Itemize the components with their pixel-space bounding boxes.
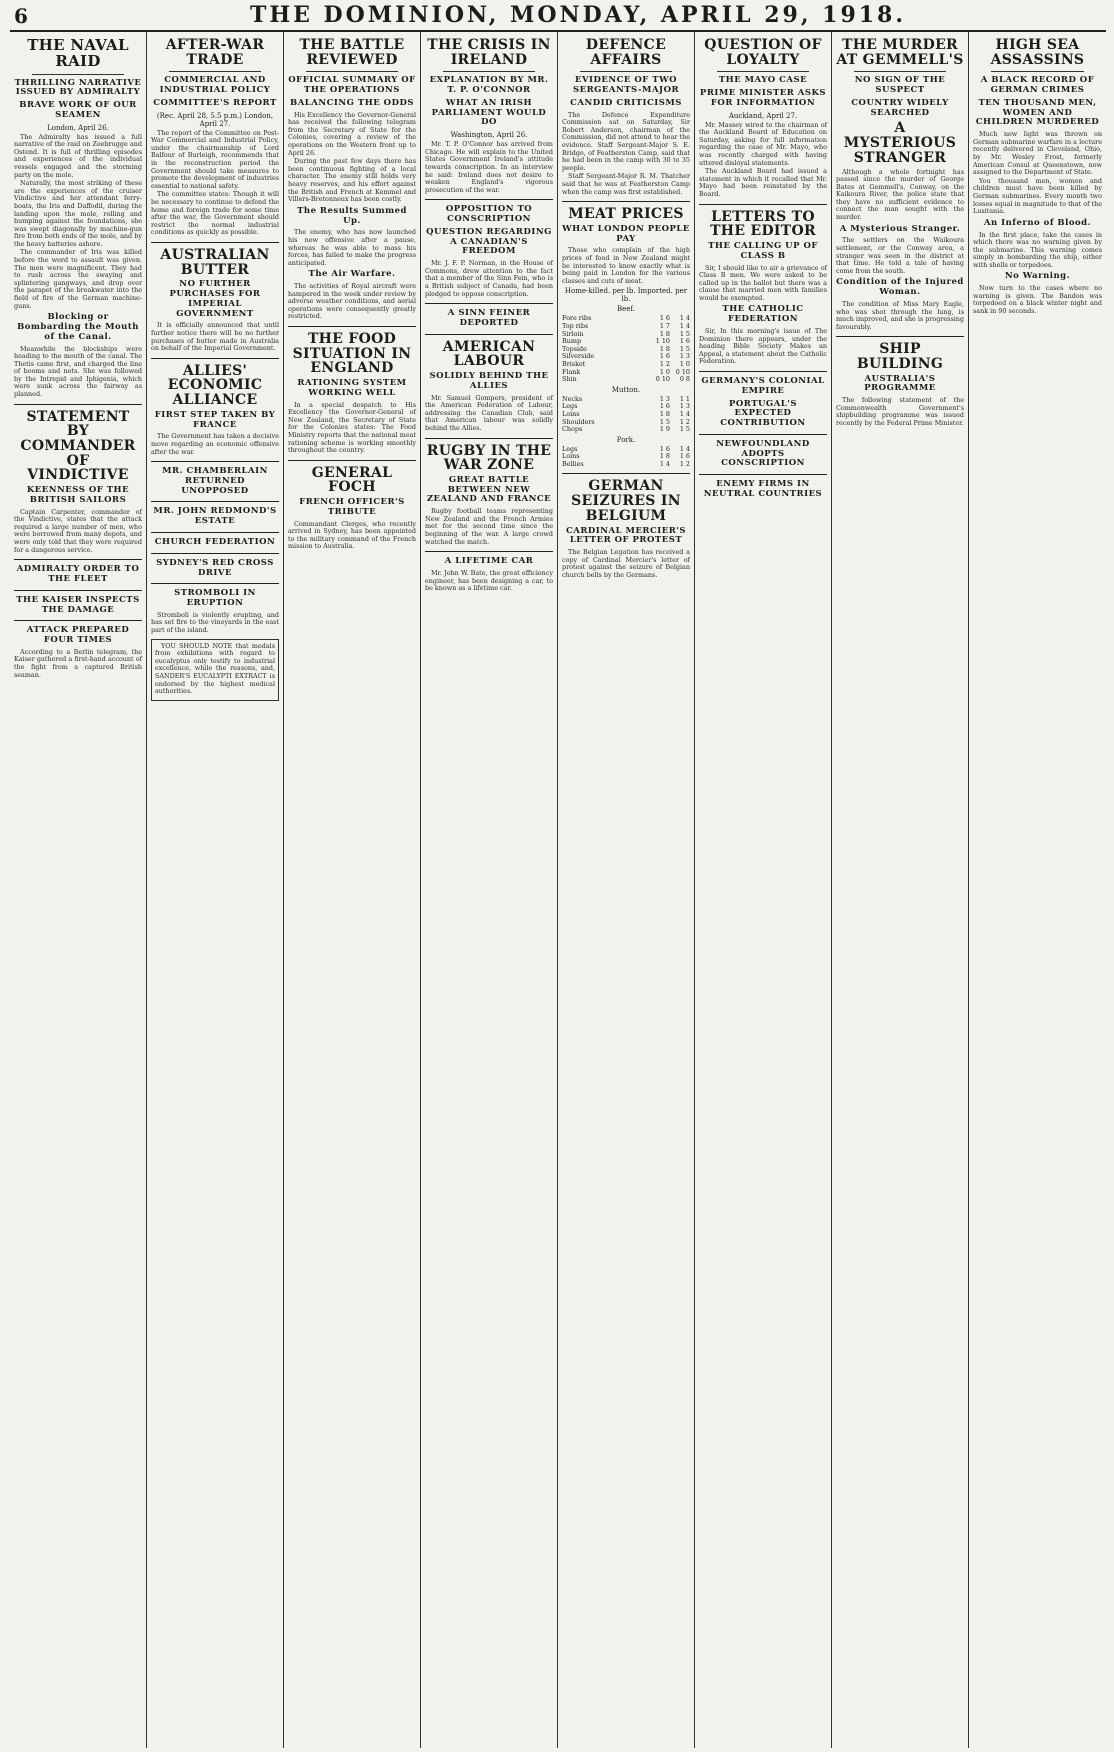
article-headline: MR. JOHN REDMOND'S ESTATE bbox=[153, 506, 277, 527]
price-value: 1 5 bbox=[679, 425, 690, 434]
price-value: 1 0 bbox=[679, 359, 690, 368]
paragraph: The Belgian Legation has received a copy of Cardinal Mercier's letter of protest against the seizure of Belgian church bells by the Germans. bbox=[562, 548, 690, 579]
price-value: 1 3 bbox=[679, 352, 690, 361]
price-cut: Flank bbox=[562, 367, 581, 376]
price-group-heading: Mutton. bbox=[611, 385, 641, 394]
paragraph: In the first place, take the cases in which there was no warning given by the submarine. This warning comes simply in bombarding the ship, either with shells or torpedoes. bbox=[973, 230, 1102, 269]
section-subhead: The Air Warfare. bbox=[308, 269, 396, 280]
price-value: 1 3 bbox=[679, 402, 690, 411]
paragraph: Sir, I should like to air a grievance of Class B men. We were asked to be called up in the ballot but there was a clause that married men with families would be exempted. bbox=[699, 263, 827, 302]
price-value: 1 6 bbox=[659, 314, 670, 323]
article-subhead: CARDINAL MERCIER'S LETTER OF PROTEST bbox=[565, 525, 687, 546]
article-subhead: THE CALLING UP OF CLASS B bbox=[708, 240, 818, 261]
paragraph: During the past few days there has been continuous fighting of a local character. The enemy still holds very heavy reserves, and his effort against the British and French at Kemmel and Villers-Bretonneux has been costly. bbox=[288, 157, 416, 204]
article-headline: AFTER-WAR TRADE bbox=[165, 37, 265, 68]
price-cut: Shin bbox=[562, 375, 577, 384]
mutton-price-table bbox=[562, 396, 690, 434]
article-subhead: THE MAYO CASE bbox=[718, 75, 808, 86]
price-cut: Bellies bbox=[562, 459, 584, 468]
article-headline: SHIP BUILDING bbox=[856, 341, 944, 372]
paragraph: The Defence Expenditure Commission sat on Saturday, Sir Robert Anderson, chairman of the Commission, did not attend to hear the evidence. Staff Sergeant-Major S. E. Bridge, of Featherston Camp, said that he had been in the camp with 30 to 35 people. bbox=[562, 110, 690, 172]
price-group-heading: Pork. bbox=[616, 435, 636, 444]
pork-price-table bbox=[562, 446, 690, 469]
paragraph: The Government has taken a decisive move regarding an economic offensive after the war. bbox=[151, 432, 279, 456]
price-row bbox=[562, 403, 690, 411]
price-value: 1 4 bbox=[659, 459, 670, 468]
price-cut: Silverside bbox=[562, 352, 595, 361]
price-row bbox=[562, 396, 690, 404]
price-value: 1 5 bbox=[679, 329, 690, 338]
price-cut: Fore ribs bbox=[562, 314, 592, 323]
dateline: (Rec. April 28, 5.5 p.m.) London, April 27. bbox=[156, 111, 274, 128]
paragraph: Rugby football teams representing New Zealand and the French Armies met for the second time since the beginning of the war. A large crowd watched the match. bbox=[425, 507, 553, 546]
price-cut: Legs bbox=[562, 402, 578, 411]
paragraph: Mr. Massey wired to the chairman of the Auckland Board of Education on Saturday, asking for full information regarding the case of Mr. Mayo, who was recently charged with having uttered disloyal statements. bbox=[699, 120, 827, 167]
price-table-header: Home-killed. per lb. Imported. per lb. bbox=[564, 287, 688, 304]
article-headline: AUSTRALIAN BUTTER bbox=[160, 246, 270, 278]
paragraph: Meanwhile the blockships were heading to the mouth of the canal. The Thetis came first, and charged the line of booms and nets. She was followed by the Intrepid and Iphigenia, which were sunk across the fairway as planned. bbox=[14, 344, 142, 399]
article-headline: GERMANY'S COLONIAL EMPIRE bbox=[701, 375, 825, 396]
paragraph: The committee states: Though it will be necessary to continue to defend the home and foreign trade for some time after the war, the Government should restrict the normal industrial conditions as quickly as possible. bbox=[151, 190, 279, 237]
price-cut: Sirloin bbox=[562, 329, 584, 338]
paragraph: Much new light was thrown on German submarine warfare in a lecture recently delivered in Cleveland, Ohio, by Mr. Wesley Frost, formerly American Consul at Queenstown, now assigned to the Department of State. bbox=[973, 130, 1102, 177]
article-subhead: A BLACK RECORD OF GERMAN CRIMES bbox=[980, 75, 1095, 96]
price-value: 1 7 bbox=[659, 321, 670, 330]
price-cut: Top ribs bbox=[562, 321, 589, 330]
article-headline: SYDNEY'S RED CROSS DRIVE bbox=[156, 557, 274, 578]
paragraph: The following statement of the Commonwealth Government's shipbuilding programme was issued recently by the Federal Prime Minister. bbox=[836, 396, 964, 427]
article-headline: ADMIRALTY ORDER TO THE FLEET bbox=[16, 564, 140, 584]
article-headline: THE NAVAL RAID bbox=[27, 36, 129, 70]
article-headline: A MYSTERIOUS STRANGER bbox=[843, 120, 957, 166]
article-subhead: FRENCH OFFICER'S TRIBUTE bbox=[299, 497, 405, 517]
price-row bbox=[562, 426, 690, 434]
price-cut: Brisket bbox=[562, 359, 586, 368]
price-value: 1 3 bbox=[659, 394, 670, 403]
article-headline: A LIFETIME CAR bbox=[444, 556, 534, 567]
paragraph: In a special despatch to His Excellency the Governor-General of New Zealand, the Secretary of State for the Colonies states: The Food Ministry reports that the national meat rationing scheme is working smoothly throughout the country. bbox=[288, 400, 416, 455]
price-value: 1 6 bbox=[659, 352, 670, 361]
advertisement bbox=[151, 639, 279, 701]
article-headline: ATTACK PREPARED FOUR TIMES bbox=[26, 625, 130, 646]
article-headline: OPPOSITION TO CONSCRIPTION bbox=[445, 204, 533, 225]
price-value: 1 0 bbox=[659, 367, 670, 376]
article-headline: DEFENCE AFFAIRS bbox=[585, 37, 667, 68]
dateline: Auckland, April 27. bbox=[728, 111, 798, 120]
paragraph: Mr. T. P. O'Connor has arrived from Chicago. He will explain to the United States Government Ireland's attitude towards conscription. In an interview he said: Ireland does not desire to weaken England's vigorous prosecution of the war. bbox=[425, 140, 553, 194]
article-headline: THE FOOD SITUATION IN ENGLAND bbox=[292, 331, 412, 377]
column-question-loyalty bbox=[695, 32, 832, 1748]
article-headline: A SINN FEINER DEPORTED bbox=[447, 308, 531, 328]
article-subhead: WHAT LONDON PEOPLE PAY bbox=[562, 223, 690, 244]
article-headline: THE MURDER AT GEMMELL'S bbox=[836, 37, 964, 68]
article-subhead: PORTUGAL'S EXPECTED CONTRIBUTION bbox=[720, 398, 806, 429]
paragraph: Although a whole fortnight has passed since the murder of George Bates at Gemmell's, Conway, on the Kaikoura River, the police state that they have no sufficient evidence to connect the man sought with the murder. bbox=[836, 167, 964, 222]
article-headline: ALLIES' ECONOMIC ALLIANCE bbox=[167, 362, 263, 409]
section-subhead: Blocking or Bombarding the Mouth of the Canal. bbox=[17, 312, 139, 342]
article-subhead: CANDID CRITICISMS bbox=[570, 97, 682, 108]
paragraph: Mr. John W. Bate, the great efficiency engineer, has been designing a car, to be known as a lifetime car. bbox=[425, 568, 553, 593]
article-subhead: EXPLANATION BY MR. T. P. O'CONNOR bbox=[429, 75, 549, 96]
price-value: 1 6 bbox=[679, 452, 690, 461]
paragraph: Naturally, the most striking of these are the experiences of the cruiser Vindictive and her attendant ferry-boats, the Iris and Daffodil, during the landing upon the mole, rolling and bumping against the foundations, she was swept diagonally by machine-gun fire from both ends of the mole, and by the heavy batteries ashore. bbox=[14, 179, 142, 248]
article-headline: HIGH SEA ASSASSINS bbox=[990, 37, 1085, 68]
article-headline: QUESTION OF LOYALTY bbox=[704, 37, 822, 68]
paragraph: Staff Sergeant-Major R. M. Thatcher said that he was at Featherston Camp when the camp was first established. bbox=[562, 172, 690, 196]
price-cut: Necks bbox=[562, 394, 583, 403]
paragraph: The Admiralty has issued a full narrative of the raid on Zeebrugge and Ostend. It is full of thrilling episodes and experiences of the individual vessels engaged and the storming party on the mole. bbox=[14, 132, 142, 179]
price-value: 1 6 bbox=[659, 402, 670, 411]
price-value: 0 10 bbox=[675, 367, 690, 376]
article-subhead: THRILLING NARRATIVE ISSUED BY ADMIRALTY bbox=[14, 77, 142, 98]
price-value: 1 8 bbox=[659, 452, 670, 461]
article-subhead: PRIME MINISTER ASKS FOR INFORMATION bbox=[699, 88, 827, 108]
price-value: 1 10 bbox=[655, 337, 670, 346]
paragraph: Captain Carpenter, commander of the Vindictive, states that the attack required a large number of men, who were borrowed from many depots, and were only told that they were required for a dangerous service. bbox=[14, 507, 142, 554]
price-value: 1 5 bbox=[659, 417, 670, 426]
price-value: 1 5 bbox=[679, 344, 690, 353]
beef-price-table bbox=[562, 315, 690, 383]
paragraph: His Excellency the Governor-General has received the following telegram from the Secretary of State for the Colonies, covering a review of the operations on the Western front up to April 26. bbox=[288, 110, 416, 157]
paragraph: It is officially announced that until further notice there will be no further purchases of butter made in Australia on behalf of the Imperial Government. bbox=[151, 321, 279, 353]
section-subhead: The Results Summed Up. bbox=[297, 205, 407, 226]
price-cut: Loins bbox=[562, 409, 580, 418]
price-row bbox=[562, 361, 690, 369]
article-headline: LETTERS TO THE EDITOR bbox=[710, 208, 816, 240]
price-value: 1 4 bbox=[679, 314, 690, 323]
article-subhead: SOLIDLY BEHIND THE ALLIES bbox=[429, 371, 549, 391]
article-headline: NEWFOUNDLAND ADOPTS CONSCRIPTION bbox=[716, 438, 810, 469]
paragraph: Mr. Samuel Gompers, president of the American Federation of Labour, addressing the Canadian Club, said that American labour was solidly behind the Allies. bbox=[425, 393, 553, 432]
section-subhead: A Mysterious Stranger. bbox=[839, 223, 961, 234]
price-cut: Shoulders bbox=[562, 417, 595, 426]
article-headline: MEAT PRICES bbox=[568, 206, 684, 223]
section-subhead: Condition of the Injured Woman. bbox=[836, 277, 964, 298]
price-value: 1 2 bbox=[659, 359, 670, 368]
article-headline: THE CRISIS IN IRELAND bbox=[427, 37, 551, 68]
article-headline: THE KAISER INSPECTS THE DAMAGE bbox=[16, 594, 140, 615]
article-subhead: TEN THOUSAND MEN, WOMEN AND CHILDREN MURDERED bbox=[975, 97, 1100, 128]
price-value: 0 10 bbox=[655, 375, 670, 384]
price-cut: Loins bbox=[562, 452, 580, 461]
section-subhead: An Inferno of Blood. bbox=[983, 217, 1092, 228]
article-subhead: EVIDENCE OF TWO SERGEANTS-MAJOR bbox=[572, 75, 680, 96]
article-subhead: COUNTRY WIDELY SEARCHED bbox=[851, 97, 949, 118]
article-subhead: OFFICIAL SUMMARY OF THE OPERATIONS bbox=[288, 75, 416, 96]
paragraph: The activities of Royal aircraft were hampered in the week under review by adverse weather conditions, and aerial operations were consequently greatly restricted. bbox=[288, 282, 416, 321]
paragraph: Mr. J. F. P. Norman, in the House of Commons, drew attention to the fact that a member of the Sinn Fein, who is a British subject of Canada, had been pledged to oppose conscription. bbox=[425, 259, 553, 298]
advertisement-text: YOU SHOULD NOTE that medals from exhibitions with regard to eucalyptus only testify to industrial excellence, while the reasons, and, SANDER'S EUCALYPTI EXTRACT is endorsed by the highest medical authorities. bbox=[155, 641, 275, 696]
article-subhead: NO FURTHER PURCHASES FOR IMPERIAL GOVERNMENT bbox=[169, 279, 261, 319]
column-high-sea-assassins bbox=[969, 32, 1106, 1748]
columns bbox=[10, 32, 1106, 1748]
column-after-war-trade bbox=[147, 32, 284, 1748]
dateline: London, April 26. bbox=[47, 123, 109, 132]
price-row bbox=[562, 331, 690, 339]
article-headline: RUGBY IN THE WAR ZONE bbox=[426, 442, 552, 474]
article-headline: AMERICAN LABOUR bbox=[442, 338, 536, 370]
article-headline: STATEMENT BY COMMANDER OF VINDICTIVE bbox=[20, 408, 136, 484]
paragraph: The commander of Iris was killed before the word to assault was given. The men were magnificent. They had to rush across the swaying and splintering gangways, and drop over the parapet of the breakwater into the field of fire of the German machine-guns. bbox=[14, 248, 142, 310]
masthead bbox=[10, 2, 1106, 32]
paragraph: The report of the Committee on Post-War Commercial and Industrial Policy, under the chairmanship of Lord Balfour of Burleigh, recommends that in the reconstruction period the Government should take measures to promote the development of industries essential to national safety. bbox=[151, 128, 279, 190]
column-naval-raid bbox=[10, 32, 147, 1748]
article-headline: GERMAN SEIZURES IN BELGIUM bbox=[571, 478, 681, 524]
paragraph: The settlers on the Waikoura settlement, or the Conway area, a stranger was seen in the district at that time. He told a tale of having come from the south. bbox=[836, 236, 964, 275]
article-subhead: BALANCING THE ODDS bbox=[290, 97, 414, 108]
price-cut: Rump bbox=[562, 337, 582, 346]
price-value: 1 8 bbox=[659, 344, 670, 353]
price-value: 1 4 bbox=[679, 444, 690, 453]
newspaper-title: THE DOMINION, MONDAY, APRIL 29, 1918. bbox=[249, 2, 907, 28]
price-value: 1 6 bbox=[659, 444, 670, 453]
paragraph: You thousand men, women and children must have been killed by German submarines. Every month two losses equal in magnitude to that of the Lusitania. bbox=[973, 176, 1102, 216]
price-row bbox=[562, 461, 690, 469]
paragraph: Those who complain of the high prices of food in New Zealand might be interested to know exactly what is being paid in London for the various classes and cuts of meat. bbox=[562, 246, 690, 285]
price-value: 1 8 bbox=[659, 329, 670, 338]
article-subhead: COMMITTEE'S REPORT bbox=[153, 97, 277, 108]
paragraph: The condition of Miss Mary Eagle, who was shot through the lung, is much improved, and she is progressing favourably. bbox=[836, 299, 964, 331]
column-battle-reviewed bbox=[284, 32, 421, 1748]
column-defence-affairs bbox=[558, 32, 695, 1748]
paragraph: The enemy, who has now launched his new offensive after a pause, whereas he was able to mass his forces, has failed to make the progress anticipated. bbox=[288, 228, 416, 267]
article-headline: CHURCH FEDERATION bbox=[154, 537, 276, 547]
price-value: 0 8 bbox=[679, 375, 690, 384]
price-value: 1 2 bbox=[679, 459, 690, 468]
column-crisis-ireland bbox=[421, 32, 558, 1748]
price-value: 1 4 bbox=[679, 321, 690, 330]
price-value: 1 8 bbox=[659, 409, 670, 418]
price-value: 1 9 bbox=[659, 425, 670, 434]
price-value: 1 6 bbox=[679, 337, 690, 346]
article-headline: GENERAL FOCH bbox=[311, 464, 393, 496]
article-subhead: WHAT AN IRISH PARLIAMENT WOULD DO bbox=[431, 97, 547, 128]
price-cut: Chops bbox=[562, 425, 583, 434]
article-subhead: THE CATHOLIC FEDERATION bbox=[722, 304, 804, 325]
paragraph: The Auckland Board had issued a statement in which it recalled that Mr. Mayo had been reinstated by the Board. bbox=[699, 167, 827, 199]
price-row bbox=[562, 446, 690, 454]
article-headline: MR. CHAMBERLAIN RETURNED UNOPPOSED bbox=[162, 466, 268, 496]
paragraph: Commandant Clerges, who recently arrived in Sydney, has been appointed to the military command of the French mission to Australia. bbox=[288, 519, 416, 551]
price-row bbox=[562, 376, 690, 384]
article-subhead: FIRST STEP TAKEN BY FRANCE bbox=[154, 409, 276, 430]
paragraph: Stromboli is violently erupting, and has set fire to the vineyards in the east part of the island. bbox=[151, 610, 279, 635]
article-subhead: KEENNESS OF THE BRITISH SAILORS bbox=[26, 485, 130, 505]
column-murder-gemmells bbox=[832, 32, 969, 1748]
article-subhead: AUSTRALIA'S PROGRAMME bbox=[864, 373, 936, 394]
article-headline: STROMBOLI IN ERUPTION bbox=[174, 588, 256, 609]
price-cut: Legs bbox=[562, 444, 578, 453]
price-value: 1 4 bbox=[679, 409, 690, 418]
article-headline: ENEMY FIRMS IN NEUTRAL COUNTRIES bbox=[703, 479, 823, 499]
article-subhead: GREAT BATTLE BETWEEN NEW ZEALAND AND FRANCE bbox=[426, 474, 552, 505]
paragraph: Now turn to the cases where no warning is given. The Bandon was torpedoed on a black winter night and sank in 90 seconds. bbox=[973, 284, 1102, 316]
article-subhead: NO SIGN OF THE SUSPECT bbox=[854, 75, 946, 96]
paragraph: Sir, In this morning's issue of The Dominion there appears, under the heading Bible Society Makes an Appeal, a statement about the Catholic Federation. bbox=[699, 327, 827, 366]
price-group-heading: Beef. bbox=[617, 305, 635, 314]
article-headline: THE BATTLE REVIEWED bbox=[299, 37, 405, 68]
article-subhead: COMMERCIAL AND INDUSTRIAL POLICY bbox=[159, 75, 271, 96]
price-value: 1 2 bbox=[679, 417, 690, 426]
page-number: 6 bbox=[14, 4, 28, 28]
section-subhead: No Warning. bbox=[1004, 271, 1071, 282]
paragraph: According to a Berlin telegram, the Kaiser gathered a first-hand account of the fight from a captured British seaman. bbox=[14, 647, 142, 679]
price-value: 1 1 bbox=[679, 394, 690, 403]
price-row bbox=[562, 369, 690, 377]
article-subhead: BRAVE WORK OF OUR SEAMEN bbox=[19, 100, 137, 120]
dateline: Washington, April 26. bbox=[450, 131, 528, 140]
article-subhead: QUESTION REGARDING A CANADIAN'S FREEDOM bbox=[426, 226, 552, 257]
article-subhead: RATIONING SYSTEM WORKING WELL bbox=[297, 378, 407, 398]
price-cut: Topside bbox=[562, 344, 587, 353]
